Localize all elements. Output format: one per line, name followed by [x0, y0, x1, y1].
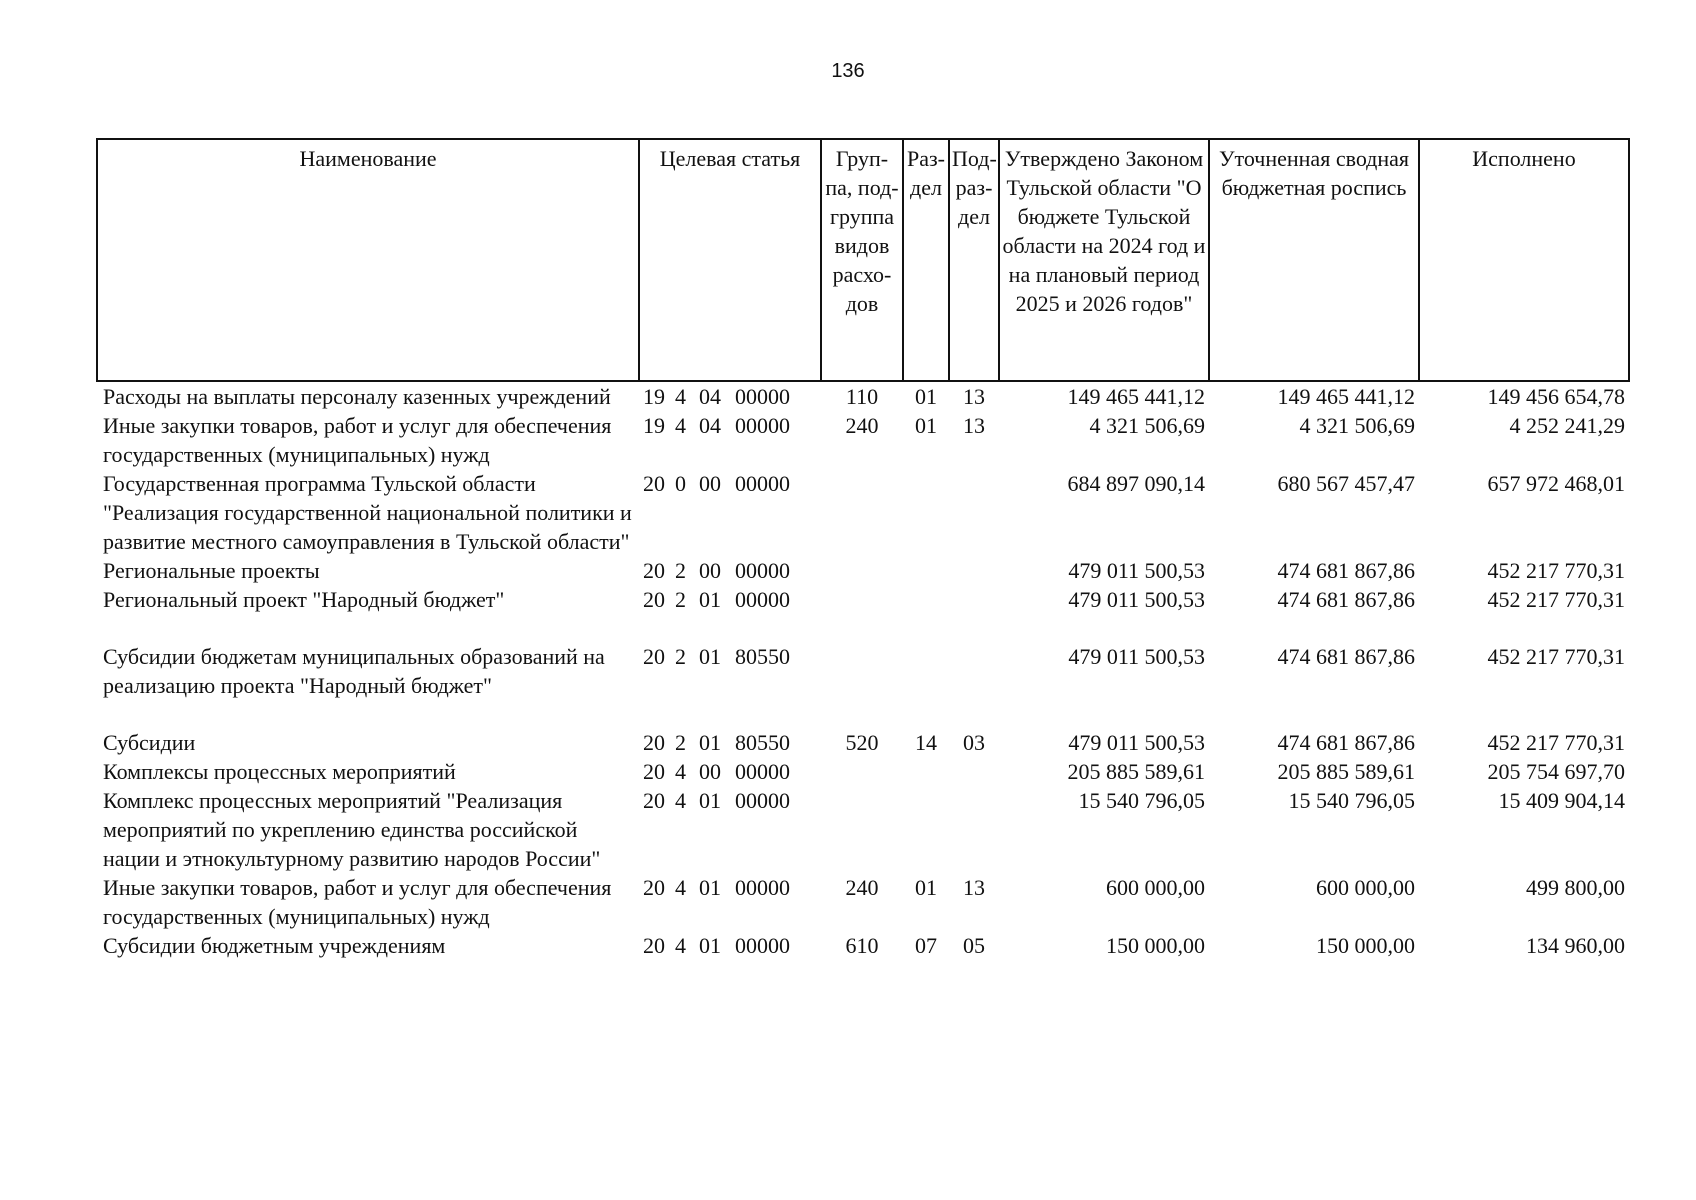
- row-executed: 4 252 241,29: [1509, 413, 1625, 438]
- row-section: 14: [915, 730, 937, 755]
- target-article-part: 0: [675, 471, 686, 496]
- row-spacer-cell: [97, 614, 1629, 642]
- target-article-part: 00000: [735, 759, 790, 784]
- target-article-part: 04: [699, 384, 721, 409]
- target-article-part: 01: [699, 875, 721, 900]
- target-article-part: 19: [643, 384, 665, 409]
- target-article-part: 00000: [735, 384, 790, 409]
- row-expense-group: [821, 642, 903, 700]
- row-refined: 205 885 589,61: [1277, 759, 1415, 784]
- row-executed: 15 409 904,14: [1498, 788, 1625, 813]
- table-row: [97, 931, 1629, 960]
- target-article-part: 2: [675, 558, 686, 583]
- row-executed: 134 960,00: [1526, 933, 1625, 958]
- table-row: [97, 728, 1629, 757]
- row-refined: 600 000,00: [1316, 875, 1415, 900]
- target-article-part: 00000: [735, 413, 790, 438]
- row-executed: 149 456 654,78: [1487, 384, 1625, 409]
- target-article-part: 4: [675, 788, 686, 813]
- row-target-article: [639, 642, 821, 700]
- target-article-part: 00000: [735, 933, 790, 958]
- row-approved: 684 897 090,14: [1067, 471, 1205, 496]
- row-section: 01: [915, 384, 937, 409]
- row-expense-group: 520: [845, 730, 879, 755]
- row-expense-group: 110: [845, 384, 879, 409]
- row-name: Комплексы процессных мероприятий: [103, 759, 456, 784]
- row-approved: 4 321 506,69: [1089, 413, 1205, 438]
- target-article-part: 20: [643, 471, 665, 496]
- header-approved: Утверждено Законом Тульской области "О бюджете Тульской области на 2024 год и на плановый период 2025 и 2026 годов": [999, 139, 1209, 381]
- table-row: [97, 411, 1629, 469]
- row-target-article: [639, 873, 821, 931]
- header-refined: Уточненная сводная бюджетная роспись: [1209, 139, 1419, 381]
- row-subsection: 13: [963, 413, 985, 438]
- target-article-part: 2: [675, 730, 686, 755]
- row-approved: 150 000,00: [1106, 933, 1205, 958]
- target-article-part: 80550: [735, 644, 790, 669]
- target-article-part: 01: [699, 933, 721, 958]
- row-subsection: [949, 585, 999, 614]
- table-row: [97, 556, 1629, 585]
- row-subsection: [949, 556, 999, 585]
- target-article-part: 00000: [735, 788, 790, 813]
- target-article-part: 4: [675, 384, 686, 409]
- row-refined: 474 681 867,86: [1277, 644, 1415, 669]
- row-refined: 474 681 867,86: [1277, 730, 1415, 755]
- row-expense-group: [821, 469, 903, 556]
- row-approved: 479 011 500,53: [1068, 730, 1205, 755]
- row-target-article: [639, 757, 821, 786]
- target-article-part: 00000: [735, 587, 790, 612]
- row-section: 07: [915, 933, 937, 958]
- row-executed: 452 217 770,31: [1487, 558, 1625, 583]
- target-article-part: 20: [643, 730, 665, 755]
- table-header-row: [97, 139, 1629, 381]
- target-article-part: 00000: [735, 875, 790, 900]
- target-article-part: 00: [699, 558, 721, 583]
- row-name: Иные закупки товаров, работ и услуг для обеспечения государственных (муниципальных) нужд: [103, 875, 612, 929]
- row-refined: 150 000,00: [1316, 933, 1415, 958]
- target-article-part: 01: [699, 587, 721, 612]
- row-spacer: [97, 700, 1629, 728]
- target-article-part: 00: [699, 759, 721, 784]
- row-name: Государственная программа Тульской области "Реализация государственной национальной политики и развитие местного самоуправления в Тульской области": [103, 471, 632, 554]
- header-section: Раз-дел: [903, 139, 949, 381]
- row-refined: 474 681 867,86: [1277, 558, 1415, 583]
- row-executed: 657 972 468,01: [1487, 471, 1625, 496]
- target-article-part: 4: [675, 759, 686, 784]
- row-expense-group: [821, 786, 903, 873]
- row-approved: 15 540 796,05: [1078, 788, 1205, 813]
- row-section: [903, 786, 949, 873]
- row-subsection: 05: [963, 933, 985, 958]
- table-row: [97, 786, 1629, 873]
- header-name: Наименование: [97, 139, 639, 381]
- row-name: Расходы на выплаты персоналу казенных учреждений: [103, 384, 611, 409]
- row-section: [903, 642, 949, 700]
- row-target-article: [639, 585, 821, 614]
- table-row: [97, 469, 1629, 556]
- row-approved: 600 000,00: [1106, 875, 1205, 900]
- row-target-article: [639, 931, 821, 960]
- row-refined: 474 681 867,86: [1277, 587, 1415, 612]
- row-executed: 452 217 770,31: [1487, 587, 1625, 612]
- row-section: [903, 585, 949, 614]
- table-row: [97, 757, 1629, 786]
- row-approved: 205 885 589,61: [1067, 759, 1205, 784]
- row-section: [903, 757, 949, 786]
- row-expense-group: 610: [845, 933, 879, 958]
- row-name: Комплекс процессных мероприятий "Реализация мероприятий по укреплению единства российской нации и этнокультурному развитию народов России": [103, 788, 601, 871]
- target-article-part: 20: [643, 558, 665, 583]
- row-subsection: [949, 786, 999, 873]
- row-refined: 680 567 457,47: [1277, 471, 1415, 496]
- row-expense-group: [821, 556, 903, 585]
- row-target-article: [639, 411, 821, 469]
- row-target-article: [639, 469, 821, 556]
- target-article-part: 01: [699, 730, 721, 755]
- table-row: [97, 381, 1629, 411]
- target-article-part: 20: [643, 788, 665, 813]
- target-article-part: 4: [675, 875, 686, 900]
- row-approved: 149 465 441,12: [1067, 384, 1205, 409]
- row-target-article: [639, 786, 821, 873]
- row-expense-group: [821, 757, 903, 786]
- row-subsection: [949, 642, 999, 700]
- table-row: [97, 585, 1629, 614]
- target-article-part: 20: [643, 933, 665, 958]
- row-subsection: 03: [963, 730, 985, 755]
- table-row: [97, 873, 1629, 931]
- row-target-article: [639, 381, 821, 411]
- row-subsection: 13: [963, 384, 985, 409]
- row-section: 01: [915, 875, 937, 900]
- row-name: Региональные проекты: [103, 558, 320, 583]
- header-target-article: Целевая статья: [639, 139, 821, 381]
- table-row: [97, 642, 1629, 700]
- page-number: 136: [831, 60, 865, 82]
- row-refined: 4 321 506,69: [1299, 413, 1415, 438]
- row-name: Субсидии бюджетам муниципальных образований на реализацию проекта "Народный бюджет": [103, 644, 605, 698]
- row-refined: 15 540 796,05: [1288, 788, 1415, 813]
- row-subsection: [949, 469, 999, 556]
- budget-table: [96, 138, 1630, 960]
- row-refined: 149 465 441,12: [1277, 384, 1415, 409]
- row-section: [903, 469, 949, 556]
- target-article-part: 19: [643, 413, 665, 438]
- row-expense-group: [821, 585, 903, 614]
- target-article-part: 2: [675, 644, 686, 669]
- target-article-part: 00: [699, 471, 721, 496]
- target-article-part: 20: [643, 875, 665, 900]
- row-approved: 479 011 500,53: [1068, 558, 1205, 583]
- header-subsection: Под-раз-дел: [949, 139, 999, 381]
- header-executed: Исполнено: [1419, 139, 1629, 381]
- row-target-article: [639, 556, 821, 585]
- row-executed: 452 217 770,31: [1487, 644, 1625, 669]
- target-article-part: 00000: [735, 558, 790, 583]
- target-article-part: 00000: [735, 471, 790, 496]
- row-expense-group: 240: [845, 875, 879, 900]
- row-name: Региональный проект "Народный бюджет": [103, 587, 505, 612]
- row-name: Иные закупки товаров, работ и услуг для обеспечения государственных (муниципальных) нужд: [103, 413, 612, 467]
- target-article-part: 4: [675, 413, 686, 438]
- row-section: [903, 556, 949, 585]
- target-article-part: 01: [699, 788, 721, 813]
- row-name: Субсидии: [103, 730, 196, 755]
- target-article-part: 20: [643, 759, 665, 784]
- row-subsection: 13: [963, 875, 985, 900]
- target-article-part: 04: [699, 413, 721, 438]
- header-expense-group: Груп-па, под-группа видов расхо-дов: [821, 139, 903, 381]
- target-article-part: 01: [699, 644, 721, 669]
- target-article-part: 4: [675, 933, 686, 958]
- target-article-part: 20: [643, 587, 665, 612]
- row-expense-group: 240: [845, 413, 879, 438]
- row-spacer: [97, 614, 1629, 642]
- row-approved: 479 011 500,53: [1068, 587, 1205, 612]
- target-article-part: 80550: [735, 730, 790, 755]
- row-target-article: [639, 728, 821, 757]
- target-article-part: 2: [675, 587, 686, 612]
- row-executed: 499 800,00: [1526, 875, 1625, 900]
- row-executed: 205 754 697,70: [1487, 759, 1625, 784]
- row-approved: 479 011 500,53: [1068, 644, 1205, 669]
- target-article-part: 20: [643, 644, 665, 669]
- row-section: 01: [915, 413, 937, 438]
- row-name: Субсидии бюджетным учреждениям: [103, 933, 446, 958]
- row-spacer-cell: [97, 700, 1629, 728]
- row-executed: 452 217 770,31: [1487, 730, 1625, 755]
- row-subsection: [949, 757, 999, 786]
